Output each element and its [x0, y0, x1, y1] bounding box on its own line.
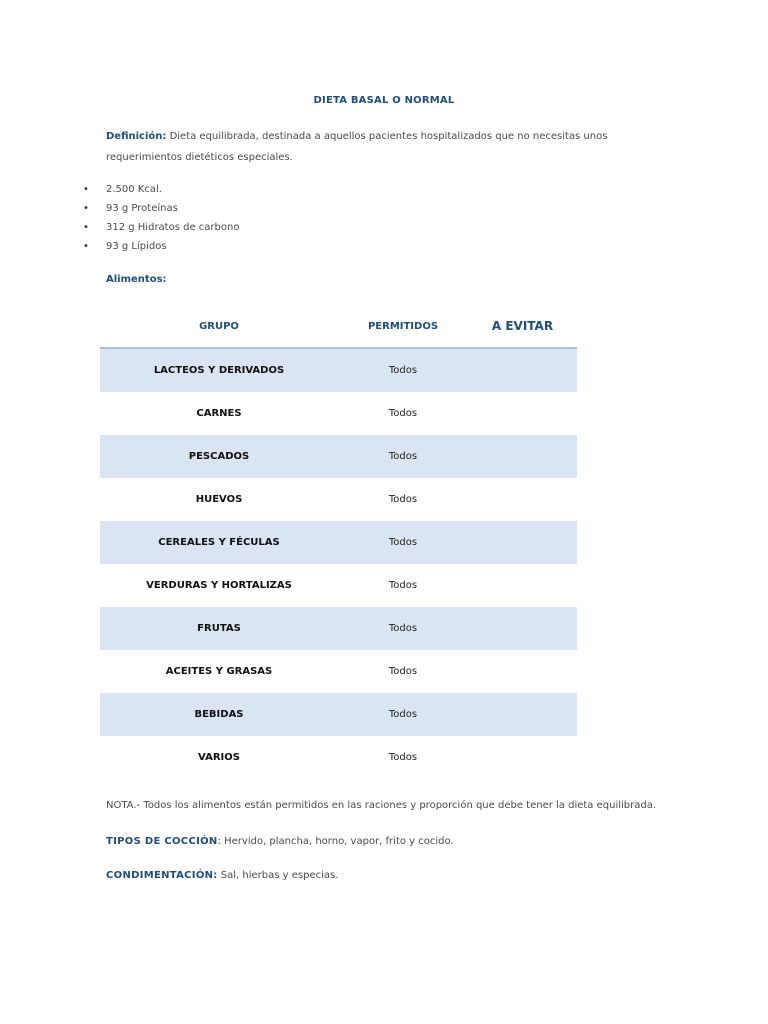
coccion-line	[106, 836, 454, 847]
cell-permitidos: Todos	[338, 607, 468, 650]
cell-grupo: PESCADOS	[100, 435, 338, 478]
cell-evitar	[468, 521, 577, 564]
cell-evitar	[468, 693, 577, 736]
coccion-label: TIPOS DE COCCIÓN	[106, 836, 218, 847]
condimentacion-line	[106, 870, 338, 881]
cell-evitar	[468, 736, 577, 779]
table-row	[100, 650, 577, 693]
list-item	[0, 199, 239, 218]
cell-evitar	[468, 478, 577, 521]
definition-paragraph	[106, 126, 666, 168]
table-row	[100, 693, 577, 736]
nutrient-list	[0, 180, 239, 256]
condimentacion-text: Sal, hierbas y especias.	[217, 870, 339, 881]
list-item	[0, 218, 239, 237]
coccion-text: : Hervido, plancha, horno, vapor, frito y cocido.	[217, 836, 454, 847]
cell-permitidos: Todos	[338, 521, 468, 564]
cell-grupo: CARNES	[196, 408, 242, 419]
list-item	[0, 237, 239, 256]
definition-label: Definición:	[106, 131, 167, 142]
header-evitar: A EVITAR	[468, 305, 577, 348]
note-text: NOTA.- Todos los alimentos están permitidos en las raciones y proporción que debe tener la dieta equilibrada.	[106, 800, 657, 811]
cell-permitidos: Todos	[388, 752, 418, 763]
header-grupo: GRUPO	[100, 305, 338, 348]
table-row	[100, 736, 577, 779]
table-header-row	[100, 305, 577, 348]
cell-grupo: VERDURAS Y HORTALIZAS	[146, 580, 292, 591]
cell-grupo: FRUTAS	[100, 607, 338, 650]
cell-evitar	[468, 348, 577, 392]
table-row	[100, 348, 577, 392]
cell-permitidos: Todos	[338, 348, 468, 392]
table-row	[100, 435, 577, 478]
cell-grupo: BEBIDAS	[100, 693, 338, 736]
cell-grupo: CEREALES Y FÉCULAS	[100, 521, 338, 564]
cell-grupo: HUEVOS	[195, 494, 243, 505]
cell-permitidos: Todos	[388, 666, 418, 677]
cell-grupo: ACEITES Y GRASAS	[165, 666, 273, 677]
page-title: DIETA BASAL O NORMAL	[313, 95, 455, 106]
cell-grupo: LACTEOS Y DERIVADOS	[100, 348, 338, 392]
alimentos-heading: Alimentos:	[106, 274, 167, 285]
table-row	[100, 564, 577, 607]
cell-permitidos: Todos	[388, 580, 418, 591]
cell-grupo: VARIOS	[198, 752, 240, 763]
list-item	[0, 180, 239, 199]
cell-evitar	[468, 564, 577, 607]
bullet-icon: •	[83, 203, 89, 214]
list-item-text: 312 g Hidratos de carbono	[106, 222, 240, 233]
condimentacion-label: CONDIMENTACIÓN:	[106, 870, 218, 881]
list-item-text: 93 g Lípidos	[106, 241, 167, 252]
definition-text: Dieta equilibrada, destinada a aquellos pacientes hospitalizados que no necesitas unos requerimientos dietéticos especiales.	[106, 131, 608, 163]
list-item-text: 93 g Proteínas	[106, 203, 178, 214]
bullet-icon: •	[83, 184, 89, 195]
foods-table	[100, 305, 577, 779]
cell-permitidos: Todos	[388, 494, 418, 505]
cell-permitidos: Todos	[338, 435, 468, 478]
table-row	[100, 521, 577, 564]
bullet-icon: •	[83, 241, 89, 252]
table-row	[100, 607, 577, 650]
bullet-icon: •	[83, 222, 89, 233]
cell-evitar	[468, 607, 577, 650]
list-item-text: 2.500 Kcal.	[106, 184, 162, 195]
cell-evitar	[468, 392, 577, 435]
cell-evitar	[468, 435, 577, 478]
table-row	[100, 392, 577, 435]
cell-permitidos: Todos	[388, 408, 418, 419]
cell-evitar	[468, 650, 577, 693]
table-row	[100, 478, 577, 521]
header-permitidos: PERMITIDOS	[338, 305, 468, 348]
cell-permitidos: Todos	[338, 693, 468, 736]
